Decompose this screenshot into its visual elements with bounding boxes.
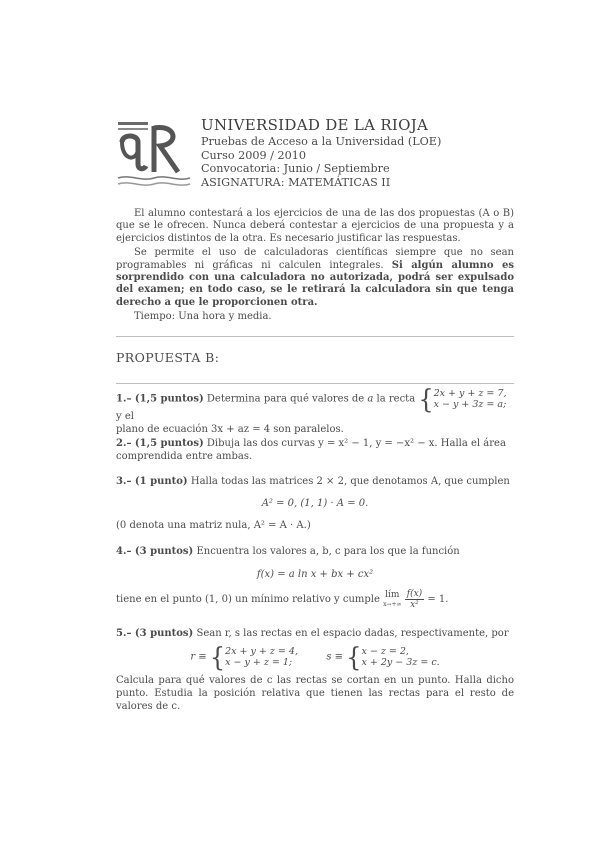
question-3 xyxy=(116,475,514,532)
q1-label: 1.– (1,5 puntos) xyxy=(116,393,204,405)
q1-text-a: Determina para qué valores de xyxy=(206,393,365,405)
q1-eq1: 2x + y + z = 7, xyxy=(433,388,507,399)
frac-numerator: f(x) xyxy=(406,589,423,599)
academic-year: Curso 2009 / 2010 xyxy=(201,148,306,162)
r-eq2: x − y + z = 1; xyxy=(225,657,293,668)
q1-system xyxy=(434,388,507,410)
q4-formula: f(x) = a ln x + bx + cx² xyxy=(256,569,374,580)
q1-text-c: y el xyxy=(116,411,134,422)
question-4 xyxy=(116,545,514,610)
section-title: PROPUESTA B: xyxy=(116,350,220,365)
subject: ASIGNATURA: MATEMÁTICAS II xyxy=(201,175,391,189)
q1-line2: plano de ecuación 3x + az = 4 son paralelos. xyxy=(116,424,344,435)
s-system xyxy=(362,646,440,668)
fraction xyxy=(405,589,424,610)
brace: { xyxy=(346,641,362,673)
q1-var-a: a xyxy=(367,393,374,405)
q4-text2: tiene en el punto (1, 0) un mínimo relativo y cumple xyxy=(116,594,380,605)
exam-type: Pruebas de Acceso a la Universidad (LOE) xyxy=(201,135,442,148)
q5-text: Sean r, s las rectas en el espacio dadas, respectivamente, por xyxy=(196,628,509,639)
q3-text: Halla todas las matrices 2 × 2, que denotamos A, que cumplen xyxy=(190,476,510,487)
s-eq2: x + 2y − 3z = c. xyxy=(361,657,440,668)
divider xyxy=(116,336,514,337)
q3-label: 3.– (1 punto) xyxy=(116,476,188,487)
q4-condition xyxy=(116,589,514,610)
calculator-warning: Si algún alumno es sorprendido con una calculadora no autorizada, podrá ser expulsado del examen; en todo caso, se le retirará la calculadora sin que tenga derecho a que le proporcionen otra. xyxy=(116,259,515,308)
instructions xyxy=(116,208,514,324)
q2-label: 2.– (1,5 puntos) xyxy=(116,438,204,449)
limit xyxy=(383,590,401,610)
q1-eq2: x − y + 3z = a; xyxy=(433,399,507,410)
brace: { xyxy=(418,383,434,415)
q4-text: Encuentra los valores a, b, c para los que la función xyxy=(196,546,460,557)
call-session: Convocatoria: Junio / Septiembre xyxy=(201,162,390,176)
instructions-p1: El alumno contestará a los ejercicios de una de las dos propuestas (A o B) que se le ofrecen. Nunca deberá contestar a ejercicios de una propuesta y a ejercicios distintos de la otra. Es necesario justificar las respuestas. xyxy=(116,208,514,244)
calculator-rule: Se permite el uso de calculadoras científicas siempre que no sean programables ni gráficas ni calculen integrales. xyxy=(116,247,514,271)
q4-label: 4.– (3 puntos) xyxy=(116,546,194,557)
frac-denominator: x² xyxy=(410,600,419,610)
question-2 xyxy=(116,437,514,463)
lim-word: lím xyxy=(385,589,400,600)
q5-systems xyxy=(116,641,514,673)
question-5 xyxy=(116,627,514,713)
exam-header xyxy=(201,116,521,189)
divider xyxy=(116,383,514,384)
s-eq1: x − z = 2, xyxy=(361,646,409,657)
time-limit: Tiempo: Una hora y media. xyxy=(134,311,272,323)
r-label: r ≡ xyxy=(190,651,207,663)
r-eq1: 2x + y + z = 4, xyxy=(225,646,298,657)
q3-formula: A² = 0, (1, 1) · A = 0. xyxy=(261,498,369,509)
question-1 xyxy=(116,383,514,436)
brace: { xyxy=(209,641,226,673)
university-logo xyxy=(116,120,192,190)
university-name: UNIVERSIDAD DE LA RIOJA xyxy=(201,116,429,134)
q5-label: 5.– (3 puntos) xyxy=(116,628,194,639)
q3-note: (0 denota una matriz nula, A² = A · A.) xyxy=(116,520,311,531)
q5-text2: Calcula para qué valores de c las rectas se cortan en un punto. Halla dicho punto. Estudia la posición relativa que tienen las rectas para el resto de valores de c. xyxy=(116,675,514,712)
q4-eq-end: = 1. xyxy=(427,594,449,605)
r-system xyxy=(225,646,298,668)
q1-text-b: la recta xyxy=(376,393,416,405)
lim-subscript: x→+∞ xyxy=(383,600,402,608)
s-label: s ≡ xyxy=(326,651,344,663)
instructions-p2 xyxy=(116,247,514,309)
q2-text: Dibuja las dos curvas y = x² − 1, y = −x² − x. Halla el área comprendida entre ambas. xyxy=(116,438,506,462)
